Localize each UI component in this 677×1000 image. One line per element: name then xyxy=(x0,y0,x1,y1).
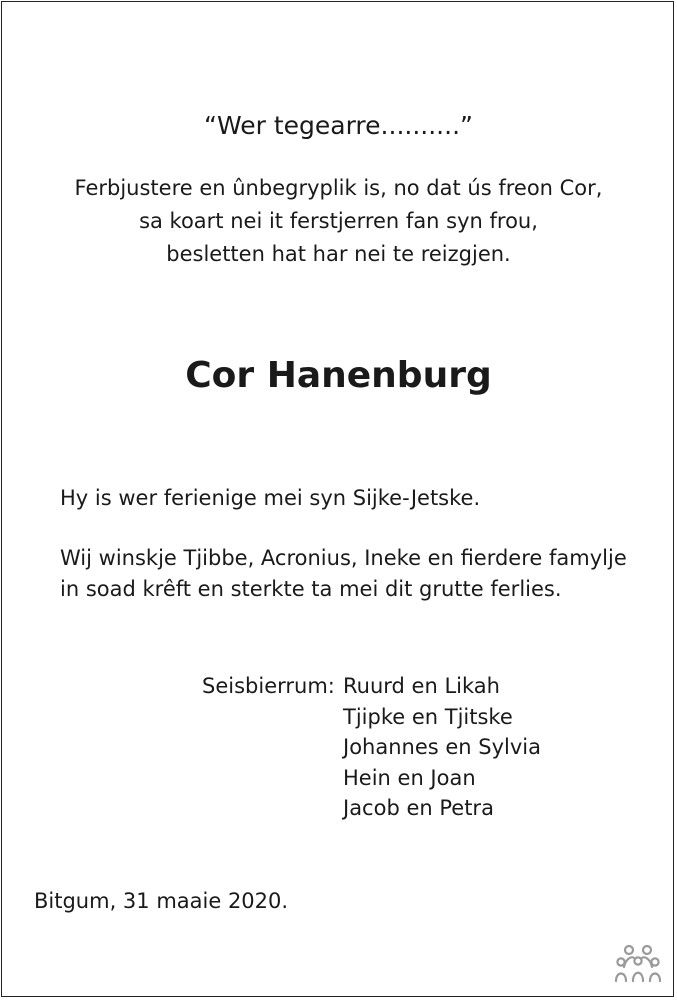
signatories-label: Seisbierrum: xyxy=(202,674,335,698)
deceased-name: Cor Hanenburg xyxy=(185,355,492,396)
opening-quote: “Wer tegearre..........” xyxy=(204,111,473,140)
signatory: Jacob en Petra xyxy=(343,796,494,820)
family-people-icon xyxy=(614,944,662,984)
intro-paragraph xyxy=(0,173,677,272)
intro-line: Ferbjustere en ûnbegryplik is, no dat ús freon Cor, xyxy=(74,176,603,200)
wish-paragraph xyxy=(60,543,627,605)
signatory: Hein en Joan xyxy=(343,765,476,790)
wish-line: in soad krêft en sterkte ta mei dit grutte ferlies. xyxy=(60,577,562,601)
signatory: Ruurd en Likah xyxy=(343,674,500,698)
place-date: Bitgum, 31 maaie 2020. xyxy=(34,889,289,913)
signatory: Tjipke en Tjitske xyxy=(343,704,513,729)
intro-line: sa koart nei it ferstjerren fan syn frou, xyxy=(139,209,538,233)
reunited-text: Hy is wer ferienige mei syn Sijke-Jetske. xyxy=(60,486,481,510)
signatories-list xyxy=(343,671,541,824)
intro-line: besletten hat har nei te reizgjen. xyxy=(166,242,511,266)
wish-line: Wij winskje Tjibbe, Acronius, Ineke en fierdere famylje xyxy=(60,546,627,570)
signatory: Johannes en Sylvia xyxy=(343,735,542,759)
